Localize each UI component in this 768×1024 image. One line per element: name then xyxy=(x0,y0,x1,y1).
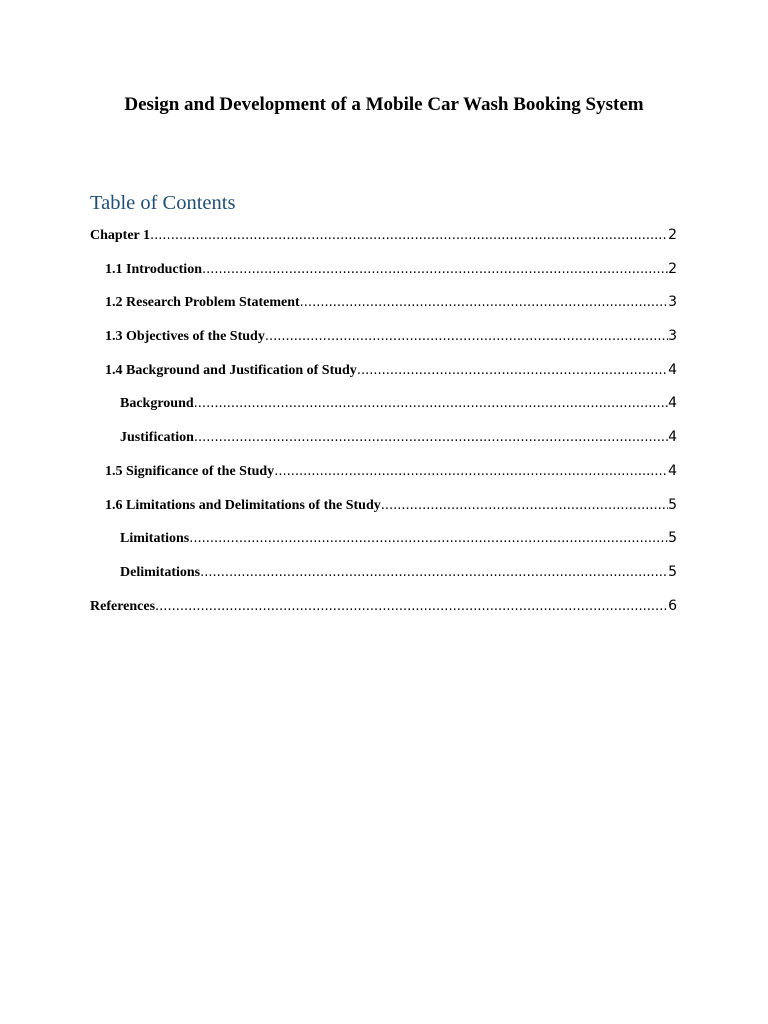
toc-dot-leader xyxy=(200,562,668,584)
toc-entry[interactable] xyxy=(90,527,677,561)
toc-entry[interactable] xyxy=(90,595,677,629)
toc-entry[interactable] xyxy=(90,426,677,460)
toc-entry[interactable] xyxy=(90,460,677,494)
toc-entry-label[interactable]: 1.5 Significance of the Study xyxy=(105,463,275,479)
toc-dot-leader xyxy=(381,495,668,517)
toc-dot-leader xyxy=(202,259,668,281)
toc-page-number[interactable]: 2 xyxy=(668,227,677,243)
toc-page-number[interactable]: 2 xyxy=(668,260,677,277)
toc-entry-label[interactable]: 1.1 Introduction xyxy=(105,261,202,277)
toc-entry-label[interactable]: 1.6 Limitations and Delimitations of the Study xyxy=(105,497,381,513)
toc-dot-leader xyxy=(300,292,668,314)
toc-entry-label[interactable]: References xyxy=(90,598,156,614)
toc-entry[interactable] xyxy=(90,291,677,325)
toc-dot-leader xyxy=(357,360,668,382)
toc-page-number[interactable]: 6 xyxy=(668,597,677,614)
table-of-contents xyxy=(90,224,677,628)
toc-entry[interactable] xyxy=(90,561,677,595)
toc-entry-label[interactable]: 1.3 Objectives of the Study xyxy=(105,329,265,345)
toc-dot-leader xyxy=(189,528,668,550)
toc-dot-leader xyxy=(150,225,668,247)
toc-entry[interactable] xyxy=(90,359,677,393)
toc-entry-label[interactable]: 1.2 Research Problem Statement xyxy=(105,295,300,311)
toc-page-number[interactable]: 4 xyxy=(668,361,677,378)
toc-entry-label[interactable]: Delimitations xyxy=(120,564,201,580)
toc-dot-leader xyxy=(194,427,668,449)
toc-entry[interactable] xyxy=(90,494,677,528)
toc-page-number[interactable]: 5 xyxy=(668,563,677,580)
toc-page-number[interactable]: 4 xyxy=(668,395,677,412)
toc-entry-label[interactable]: Background xyxy=(120,396,194,412)
toc-entry-label[interactable]: Chapter 1 xyxy=(90,228,151,243)
toc-page-number[interactable]: 4 xyxy=(668,429,677,446)
toc-entry[interactable] xyxy=(90,258,677,292)
toc-page-number[interactable]: 5 xyxy=(668,530,677,547)
toc-entry-label[interactable]: Justification xyxy=(120,430,194,446)
toc-dot-leader xyxy=(155,596,668,618)
toc-heading: Table of Contents xyxy=(90,192,236,214)
toc-entry[interactable] xyxy=(90,224,677,258)
toc-dot-leader xyxy=(265,326,668,348)
toc-page-number[interactable]: 4 xyxy=(668,462,677,479)
toc-page-number[interactable]: 3 xyxy=(668,294,677,311)
toc-entry[interactable] xyxy=(90,392,677,426)
toc-entry-label[interactable]: Limitations xyxy=(120,531,190,547)
toc-dot-leader xyxy=(274,461,668,483)
toc-page-number[interactable]: 3 xyxy=(668,328,677,345)
toc-page-number[interactable]: 5 xyxy=(668,496,677,513)
document-title: Design and Development of a Mobile Car Wash Booking System xyxy=(124,94,644,115)
toc-dot-leader xyxy=(194,393,668,415)
toc-entry-label[interactable]: 1.4 Background and Justification of Study xyxy=(105,362,357,378)
toc-entry[interactable] xyxy=(90,325,677,359)
